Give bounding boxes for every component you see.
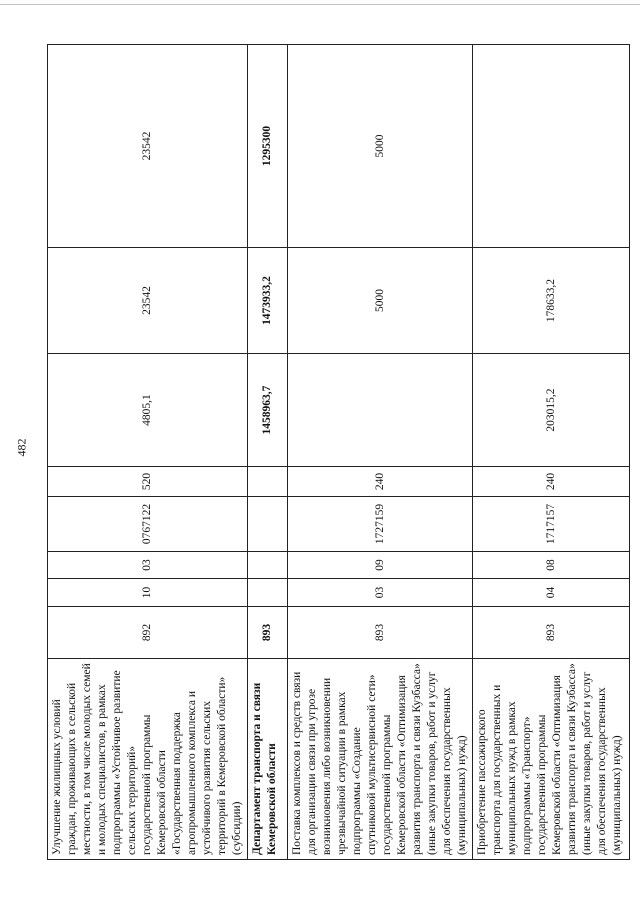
target-article-code: 1717157 (473, 497, 630, 552)
table-row (48, 45, 248, 860)
amount-3 (473, 45, 630, 248)
amount-1 (288, 354, 473, 467)
subsection-code: 03 (48, 552, 248, 579)
target-article-code: 0767122 (48, 497, 248, 552)
subsection-code: 08 (473, 552, 630, 579)
section-code: 10 (48, 579, 248, 607)
section-code: 03 (288, 579, 473, 607)
row-description: Департамент транспорта и связи Кемеровской области (248, 659, 288, 860)
amount-3: 1295300 (248, 45, 288, 248)
table-row (248, 45, 288, 860)
expense-type-code: 240 (288, 467, 473, 497)
amount-1: 1458963,7 (248, 354, 288, 467)
amount-2: 1473933,2 (248, 248, 288, 354)
section-code: 04 (473, 579, 630, 607)
ministry-code: 893 (288, 607, 473, 659)
ministry-code: 893 (473, 607, 630, 659)
row-description: Поставка комплексов и средств связи для организации связи при угрозе возникновения либо возникновении чрезвычайной ситуации в рамках подпрограммы «Создание спутниковой мультисервисной сети» государственной программы Кемеровской области «Оптимизация развития транспорта и связи Кузбасса» (иные закупки товаров, работ и услуг для обеспечения государственных (муниципальных) нужд) (288, 659, 473, 860)
budget-table (47, 44, 630, 860)
ministry-code: 893 (248, 607, 288, 659)
row-description: Приобретение пассажирского транспорта для государственных и муниципальных нужд в рамках подпрограммы «Транспорт» государственной программы Кемеровской области «Оптимизация развития транспорта и связи Кузбасса» (иные закупки товаров, работ и услуг для обеспечения государственных (муниципальных) нужд) (473, 659, 630, 860)
expense-type-code: 520 (48, 467, 248, 497)
expense-type-code (248, 467, 288, 497)
table-row (473, 45, 630, 860)
amount-2: 5000 (288, 248, 473, 354)
section-code (248, 579, 288, 607)
subsection-code (248, 552, 288, 579)
target-article-code (248, 497, 288, 552)
expense-type-code: 240 (473, 467, 630, 497)
rotated-table-wrapper (47, 45, 623, 860)
page-number: 482 (14, 438, 29, 457)
subsection-code: 09 (288, 552, 473, 579)
amount-3: 23542 (48, 45, 248, 248)
ministry-code: 892 (48, 607, 248, 659)
row-description: Улучшение жилищных условий граждан, проживающих в сельской местности, в том числе молодых семей и молодых специалистов, в рамках подпрограммы «Устойчивое развитие сельских территорий» государственной программы Кемеровской области «Государственная поддержка агропромышленного комплекса и устойчивого развития сельских территорий в Кемеровской области» (субсидии) (48, 659, 248, 860)
amount-2: 178633,2 (473, 248, 630, 354)
amount-1: 4805,1 (48, 354, 248, 467)
table-row (288, 45, 473, 860)
amount-2: 23542 (48, 248, 248, 354)
amount-3: 5000 (288, 45, 473, 248)
scan-edge-line (0, 4, 640, 5)
target-article-code: 1727159 (288, 497, 473, 552)
amount-1: 203015,2 (473, 354, 630, 467)
